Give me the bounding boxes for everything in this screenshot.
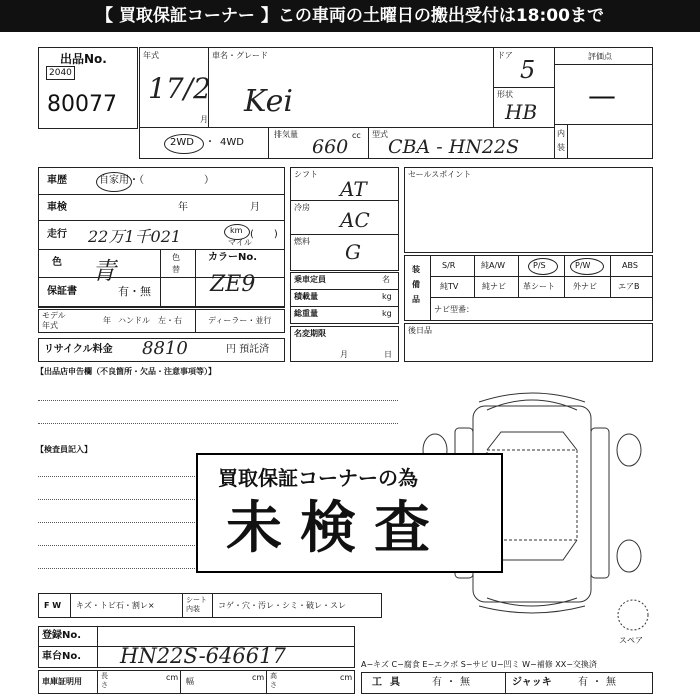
drive-2wd: 2WD [170, 137, 194, 148]
damage-legend: A−キズ C−腐食 E−エクボ S−サビ U−凹ミ W−補修 XX−交換済 [361, 660, 597, 669]
shaken-label: 車検 [47, 202, 67, 213]
shift-label: シフト [294, 170, 318, 179]
color-side: 色替 [172, 253, 180, 274]
gross-unit: kg [382, 309, 392, 318]
warranty-value: 有・無 [118, 285, 151, 298]
right-side-outline [591, 428, 609, 578]
drive-sep: ・ [205, 137, 215, 148]
capacity-label: 乗車定員 [294, 275, 326, 284]
seat-label: シート内装 [186, 596, 207, 613]
cc-label: cc [352, 131, 361, 140]
shaken-tsuki: 月 [250, 202, 260, 213]
lot-sub: 2040 [46, 66, 75, 80]
model-label: モデル年式 [42, 311, 66, 330]
regchg-tsuki: 月 [340, 350, 348, 359]
jack-value: 有・無 [578, 677, 620, 688]
fuel-value: G [345, 240, 361, 264]
eval-value: — [588, 79, 616, 112]
mile-paren: ( ) [250, 229, 278, 240]
garage-row [38, 670, 355, 694]
recycle-label: リサイクル料金 [44, 344, 113, 355]
year-value: 17/2 [148, 72, 211, 105]
jack-label: ジャッキ [512, 677, 552, 688]
door-label: ドア [497, 51, 513, 60]
model-nen: 年 [103, 316, 111, 325]
stamp-line2: 未検査 [226, 496, 448, 561]
disp-value: 660 [312, 136, 349, 158]
regchg-hi: 日 [384, 350, 392, 359]
lot-label: 出品No. [60, 52, 107, 66]
aftermarket-label: 後日品 [408, 326, 432, 335]
equip-aw: 純A/W [481, 261, 506, 270]
ac-value: AC [340, 208, 370, 232]
shape-value: HB [505, 100, 538, 124]
name-label: 車名・グレード [212, 51, 268, 60]
equip-tv: 純TV [440, 282, 459, 291]
type-label: 型式 [372, 130, 388, 139]
gross-label: 総重量 [294, 309, 318, 318]
equip-sr: S/R [442, 261, 456, 270]
equip-navi: 純ナビ [482, 282, 506, 291]
sales-label: セールスポイント [408, 170, 472, 179]
stamp-line1: 買取保証コーナーの為 [218, 466, 418, 490]
recycle-value: 8810 [142, 338, 188, 359]
ac-label: 冷房 [294, 203, 310, 212]
drive-4wd: 4WD [220, 137, 244, 148]
recycle-unit: 円 預託済 [226, 344, 270, 355]
fw-text1: キズ・トビ石・割レ× [76, 601, 155, 610]
width-label: 幅 [186, 677, 194, 686]
name-value: Kei [244, 84, 293, 119]
spare-tire-icon [616, 598, 650, 632]
len-label: 長さ [101, 672, 108, 689]
touroku-label: 登録No. [42, 630, 82, 641]
fw-label: F W [44, 601, 62, 610]
header-banner: 【 買取保証コーナー 】この車両の土曜日の搬出受付は18:00まで [0, 0, 700, 32]
load-label: 積載量 [294, 292, 318, 301]
equip-ps: P/S [533, 261, 546, 270]
equip-airbag: エアB [618, 282, 640, 291]
shape-label: 形状 [497, 90, 513, 99]
dealer-label: ディーラー・並行 [208, 316, 272, 325]
equip-leather: 革シート [523, 282, 555, 291]
interior-label: 内装 [557, 129, 565, 152]
width-cm: cm [252, 673, 265, 682]
shift-value: AT [340, 177, 367, 201]
colorcode-label: カラーNo. [208, 252, 258, 263]
regchg-label: 名変期限 [294, 329, 326, 338]
reki-label: 車歴 [47, 175, 67, 186]
colorcode-value: ZE9 [210, 272, 256, 297]
chassis-value: HN22S-646617 [120, 644, 286, 668]
handle-value: 左・右 [158, 316, 182, 325]
equip-extnavi: 外ナビ [573, 282, 597, 291]
eval-label: 評価点 [588, 52, 612, 61]
type-value: CBA - HN22S [388, 136, 520, 158]
notice-label: 【出品店申告欄（不良箇所・欠品・注意事項等）】 [36, 367, 216, 376]
tools-label: 工具 [372, 677, 408, 688]
navi-model-label: ナビ型番： [434, 305, 474, 314]
windshield-outline [487, 432, 577, 450]
mile-label: マイル [228, 238, 252, 247]
inspector-label: 【検査員記入】 [36, 445, 92, 454]
lot-number: 80077 [47, 92, 117, 117]
km-label: km [230, 226, 243, 235]
rear-bumper-outline [479, 606, 585, 613]
door-value: 5 [520, 56, 536, 84]
aftermarket-box [404, 323, 653, 362]
front-bumper-outline [479, 393, 585, 402]
hood-outline [487, 400, 577, 410]
equip-pw: P/W [575, 261, 591, 270]
mileage-value: 22万1千021 [88, 227, 182, 246]
wheel-rr [617, 540, 641, 572]
tools-value: 有・無 [432, 677, 474, 688]
shaken-nen: 年 [178, 202, 188, 213]
capacity-unit: 名 [382, 275, 390, 284]
color-label: 色 [52, 257, 62, 268]
disp-label: 排気量 [274, 130, 298, 139]
load-unit: kg [382, 292, 392, 301]
equip-abs: ABS [622, 261, 638, 270]
color-value: 青 [92, 257, 116, 285]
len-cm: cm [166, 673, 179, 682]
year-label: 年式 [143, 51, 159, 60]
shasho-label: 車庫証明用 [42, 677, 82, 686]
handle-label: ハンドル [118, 316, 150, 325]
fw-text2: コゲ・穴・汚レ・シミ・破レ・スレ [218, 601, 346, 610]
spare-label: スペア [619, 636, 643, 645]
height-label: 高さ [270, 672, 277, 689]
height-cm: cm [340, 673, 353, 682]
mileage-label: 走行 [47, 229, 67, 240]
chassis-label: 車台No. [42, 651, 82, 662]
wheel-fr [617, 434, 641, 466]
month-suffix: 月 [200, 115, 208, 124]
equipment-label: 装備品 [412, 265, 420, 304]
fuel-label: 燃料 [294, 237, 310, 246]
reki-value: 自家用・（ ） [99, 175, 214, 186]
warranty-label: 保証書 [47, 286, 77, 297]
